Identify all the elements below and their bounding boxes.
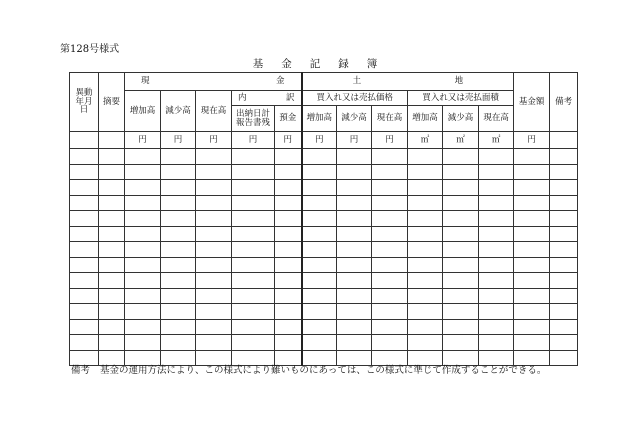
ledger-cell [125, 180, 161, 196]
ledger-cell [408, 242, 443, 258]
ledger-cell [550, 211, 578, 227]
ledger-cell [479, 319, 514, 335]
ledger-cell [302, 257, 337, 273]
unit-cell: 円 [337, 132, 372, 149]
header-price-group: 買入れ又は売払価格 [302, 91, 408, 106]
title-char: 金 [281, 58, 292, 70]
ledger-cell [408, 273, 443, 289]
ledger-cell [275, 242, 302, 258]
ledger-cell [550, 195, 578, 211]
header-price-current: 現在高 [372, 106, 408, 132]
ledger-cell [232, 257, 275, 273]
ledger-cell [372, 288, 408, 304]
header-deposit: 預金 [275, 106, 302, 132]
ledger-cell [99, 149, 125, 165]
unit-cell: ㎡ [479, 132, 514, 149]
ledger-cell [125, 319, 161, 335]
ledger-cell [337, 335, 372, 351]
ledger-cell [337, 211, 372, 227]
ledger-cell [99, 288, 125, 304]
ledger-cell [99, 226, 125, 242]
ledger-cell [479, 226, 514, 242]
header-area-group: 買入れ又は売払面積 [408, 91, 514, 106]
ledger-cell [550, 164, 578, 180]
ledger-cell [479, 304, 514, 320]
ledger-cell [479, 149, 514, 165]
ledger-cell [125, 335, 161, 351]
ledger-cell [125, 242, 161, 258]
ledger-cell [302, 195, 337, 211]
ledger-cell [232, 164, 275, 180]
unit-cell: 円 [514, 132, 550, 149]
ledger-row [70, 257, 578, 273]
ledger-cell [70, 195, 99, 211]
ledger-row [70, 242, 578, 258]
header-cash-increase: 増加高 [125, 91, 161, 132]
ledger-cell [275, 257, 302, 273]
ledger-cell [232, 211, 275, 227]
ledger-cell [550, 149, 578, 165]
ledger-cell [550, 180, 578, 196]
ledger-cell [372, 164, 408, 180]
ledger-cell [443, 164, 479, 180]
ledger-cell [443, 195, 479, 211]
ledger-cell [70, 273, 99, 289]
ledger-cell [275, 288, 302, 304]
header-cash-current: 現在高 [196, 91, 232, 132]
unit-cell: ㎡ [408, 132, 443, 149]
ledger-cell [372, 319, 408, 335]
ledger-cell [443, 180, 479, 196]
ledger-cell [99, 164, 125, 180]
ledger-cell [443, 242, 479, 258]
ledger-cell [408, 335, 443, 351]
ledger-cell [408, 319, 443, 335]
ledger-cell [161, 226, 196, 242]
ledger-cell [125, 257, 161, 273]
ledger-cell [514, 273, 550, 289]
ledger-cell [70, 149, 99, 165]
ledger-cell [125, 304, 161, 320]
ledger-cell [479, 195, 514, 211]
ledger-row [70, 273, 578, 289]
ledger-cell [514, 164, 550, 180]
ledger-cell [232, 180, 275, 196]
ledger-cell [337, 195, 372, 211]
ledger-cell [550, 257, 578, 273]
ledger-cell [372, 257, 408, 273]
unit-cell: ㎡ [443, 132, 479, 149]
ledger-cell [196, 195, 232, 211]
ledger-cell [161, 335, 196, 351]
ledger-cell [514, 149, 550, 165]
ledger-cell [302, 304, 337, 320]
ledger-cell [302, 211, 337, 227]
ledger-cell [479, 211, 514, 227]
ledger-cell [70, 335, 99, 351]
ledger-cell [70, 180, 99, 196]
ledger-cell [196, 211, 232, 227]
ledger-cell [196, 226, 232, 242]
ledger-cell [550, 273, 578, 289]
ledger-cell [196, 304, 232, 320]
ledger-row [70, 319, 578, 335]
ledger-cell [70, 304, 99, 320]
ledger-cell [302, 164, 337, 180]
ledger-cell [479, 288, 514, 304]
ledger-cell [443, 304, 479, 320]
footnote-text: 基金の運用方法により、この様式により難いものにあっては、この様式に準じて作成することができる。 [100, 365, 547, 376]
ledger-row [70, 335, 578, 351]
ledger-cell [99, 319, 125, 335]
ledger-cell [232, 149, 275, 165]
ledger-cell [479, 273, 514, 289]
ledger-cell [232, 319, 275, 335]
ledger-cell [302, 319, 337, 335]
header-area-current: 現在高 [479, 106, 514, 132]
ledger-cell [232, 288, 275, 304]
ledger-cell [161, 273, 196, 289]
ledger-cell [196, 149, 232, 165]
ledger-cell [70, 288, 99, 304]
ledger-cell [99, 257, 125, 273]
ledger-cell [372, 180, 408, 196]
ledger-cell [125, 273, 161, 289]
form-number: 第128号様式 [60, 44, 120, 55]
ledger-cell [99, 211, 125, 227]
ledger-cell [99, 195, 125, 211]
ledger-cell [302, 288, 337, 304]
ledger-cell [408, 288, 443, 304]
ledger-cell [337, 164, 372, 180]
ledger-cell [125, 226, 161, 242]
ledger-cell [408, 211, 443, 227]
ledger-cell [99, 304, 125, 320]
title-char: 録 [338, 58, 349, 70]
ledger-cell [161, 257, 196, 273]
footnote-label: 備考 [71, 365, 91, 376]
ledger-cell [275, 319, 302, 335]
ledger-cell [99, 273, 125, 289]
title-char: 基 [252, 58, 264, 70]
ledger-cell [70, 319, 99, 335]
header-breakdown: 内 訳 [232, 91, 302, 106]
ledger-cell [443, 226, 479, 242]
ledger-cell [232, 304, 275, 320]
ledger-cell [161, 149, 196, 165]
ledger-cell [302, 335, 337, 351]
ledger-cell [443, 288, 479, 304]
header-land: 土 地 [302, 73, 514, 91]
ledger-cell [161, 164, 196, 180]
ledger-cell [337, 319, 372, 335]
ledger-cell [196, 288, 232, 304]
fund-ledger-table [69, 72, 578, 366]
ledger-cell [275, 211, 302, 227]
ledger-cell [479, 164, 514, 180]
ledger-cell [337, 257, 372, 273]
ledger-cell [161, 304, 196, 320]
unit-cell: 円 [196, 132, 232, 149]
header-cash-decrease: 減少高 [161, 91, 196, 132]
header-cash: 現 金 [125, 73, 302, 91]
ledger-cell [99, 242, 125, 258]
ledger-cell [232, 335, 275, 351]
ledger-cell [408, 195, 443, 211]
ledger-cell [302, 180, 337, 196]
ledger-cell [337, 149, 372, 165]
ledger-cell [302, 242, 337, 258]
ledger-cell [302, 149, 337, 165]
ledger-cell [275, 304, 302, 320]
ledger-cell [550, 288, 578, 304]
ledger-cell [443, 335, 479, 351]
title-char: 簿 [366, 58, 378, 70]
ledger-cell [550, 304, 578, 320]
unit-cell [99, 132, 125, 149]
ledger-cell [514, 226, 550, 242]
ledger-cell [275, 226, 302, 242]
header-summary: 摘要 [99, 73, 125, 132]
unit-cell: 円 [125, 132, 161, 149]
ledger-cell [514, 195, 550, 211]
ledger-cell [196, 180, 232, 196]
ledger-cell [514, 242, 550, 258]
ledger-cell [550, 350, 578, 366]
ledger-cell [514, 257, 550, 273]
ledger-cell [275, 335, 302, 351]
ledger-cell [196, 242, 232, 258]
header-price-increase: 増加高 [302, 106, 337, 132]
unit-cell: 円 [302, 132, 337, 149]
ledger-cell [275, 195, 302, 211]
ledger-cell [514, 180, 550, 196]
ledger-cell [408, 164, 443, 180]
ledger-cell [443, 149, 479, 165]
ledger-cell [479, 335, 514, 351]
ledger-cell [275, 273, 302, 289]
ledger-cell [550, 319, 578, 335]
ledger-cell [161, 319, 196, 335]
unit-cell: 円 [372, 132, 408, 149]
ledger-cell [514, 319, 550, 335]
title-char: 記 [309, 58, 321, 70]
ledger-cell [161, 242, 196, 258]
ledger-cell [550, 335, 578, 351]
ledger-cell [479, 257, 514, 273]
ledger-row [70, 304, 578, 320]
ledger-cell [125, 211, 161, 227]
header-fund-amount: 基金額 [514, 73, 550, 132]
ledger-cell [514, 304, 550, 320]
ledger-cell [196, 273, 232, 289]
ledger-cell [337, 226, 372, 242]
ledger-cell [70, 257, 99, 273]
ledger-cell [443, 257, 479, 273]
ledger-cell [196, 164, 232, 180]
ledger-cell [99, 180, 125, 196]
ledger-cell [161, 211, 196, 227]
ledger-row [70, 226, 578, 242]
ledger-cell [196, 319, 232, 335]
ledger-cell [443, 273, 479, 289]
ledger-cell [196, 335, 232, 351]
ledger-cell [70, 211, 99, 227]
ledger-cell [337, 242, 372, 258]
ledger-cell [161, 288, 196, 304]
unit-cell: 円 [232, 132, 275, 149]
ledger-row [70, 195, 578, 211]
ledger-cell [125, 288, 161, 304]
ledger-cell [232, 226, 275, 242]
ledger-row [70, 211, 578, 227]
ledger-cell [70, 242, 99, 258]
ledger-cell [161, 180, 196, 196]
ledger-cell [479, 180, 514, 196]
ledger-cell [125, 195, 161, 211]
ledger-cell [372, 149, 408, 165]
ledger-cell [372, 195, 408, 211]
ledger-cell [302, 226, 337, 242]
ledger-cell [443, 319, 479, 335]
ledger-cell [514, 211, 550, 227]
unit-cell [550, 132, 578, 149]
unit-row [70, 132, 578, 149]
ledger-row [70, 164, 578, 180]
footnote [71, 362, 546, 376]
ledger-cell [125, 149, 161, 165]
ledger-cell [372, 273, 408, 289]
ledger-cell [337, 273, 372, 289]
ledger-cell [125, 164, 161, 180]
unit-cell: 円 [275, 132, 302, 149]
ledger-cell [372, 304, 408, 320]
ledger-cell [514, 288, 550, 304]
ledger-cell [196, 257, 232, 273]
ledger-cell [372, 335, 408, 351]
header-area-increase: 増加高 [408, 106, 443, 132]
ledger-cell [232, 273, 275, 289]
ledger-cell [232, 242, 275, 258]
ledger-cell [275, 164, 302, 180]
ledger-cell [99, 335, 125, 351]
ledger-cell [302, 273, 337, 289]
ledger-cell [408, 304, 443, 320]
ledger-cell [550, 242, 578, 258]
ledger-cell [408, 180, 443, 196]
ledger-cell [337, 288, 372, 304]
ledger-row [70, 149, 578, 165]
ledger-row [70, 288, 578, 304]
ledger-cell [372, 211, 408, 227]
ledger-cell [337, 304, 372, 320]
ledger-row [70, 180, 578, 196]
ledger-cell [443, 211, 479, 227]
ledger-cell [232, 195, 275, 211]
ledger-cell [337, 180, 372, 196]
ledger-cell [479, 242, 514, 258]
ledger-cell [70, 226, 99, 242]
ledger-cell [550, 226, 578, 242]
ledger-cell [514, 335, 550, 351]
ledger-cell [408, 226, 443, 242]
ledger-cell [372, 226, 408, 242]
ledger-cell [161, 195, 196, 211]
ledger-cell [408, 257, 443, 273]
unit-cell [70, 132, 99, 149]
unit-cell: 円 [161, 132, 196, 149]
header-area-decrease: 減少高 [443, 106, 479, 132]
header-treasury-balance: 出納日計 報告書残 [232, 106, 275, 132]
document-title [0, 56, 630, 71]
header-price-decrease: 減少高 [337, 106, 372, 132]
header-change-date: 異動 年月 日 [70, 73, 99, 132]
ledger-cell [408, 149, 443, 165]
ledger-cell [275, 180, 302, 196]
header-remarks: 備考 [550, 73, 578, 132]
ledger-cell [70, 164, 99, 180]
ledger-cell [275, 149, 302, 165]
ledger-cell [372, 242, 408, 258]
